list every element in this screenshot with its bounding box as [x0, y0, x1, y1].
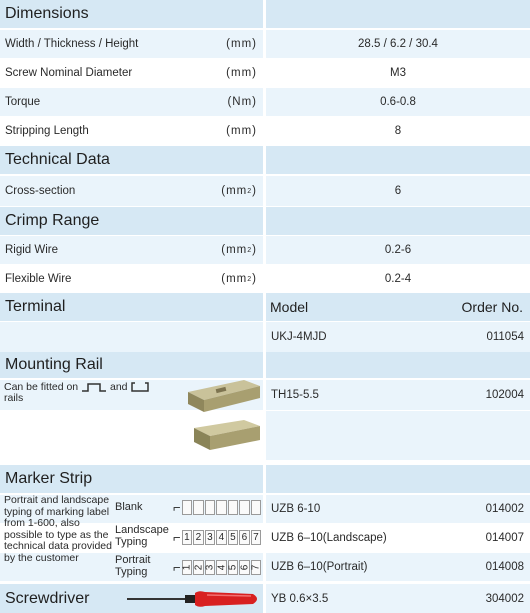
spec-unit — [190, 236, 263, 264]
rail-order: 102004 — [485, 389, 524, 401]
marker-type-landscape: Landscape Typing — [115, 524, 169, 548]
technical-header — [0, 146, 263, 174]
crimp-title: Crimp Range — [5, 212, 100, 229]
marker-title: Marker Strip — [5, 470, 93, 487]
marker-cell — [216, 500, 227, 515]
spec-value: 8 — [394, 125, 402, 137]
marker-cell — [193, 500, 204, 515]
marker-digit — [193, 560, 204, 575]
portrait-digit: 4 — [215, 564, 227, 571]
top-hat-rail-icon — [81, 382, 107, 392]
portrait-digit: 7 — [250, 564, 262, 571]
spec-value: 0.6-0.8 — [380, 96, 416, 108]
marker-cell — [205, 500, 216, 515]
marker-digit: 2 — [193, 530, 204, 545]
unit-text: (mm — [221, 185, 248, 197]
rail-description — [4, 381, 184, 409]
marker-type-portrait: Portrait Typing — [115, 554, 151, 578]
marker-digit: 4 — [216, 530, 227, 545]
rail-desc-and: and — [109, 380, 128, 393]
marker-cell — [251, 500, 262, 515]
marker-digit — [228, 560, 239, 575]
dimensions-header-right — [266, 0, 530, 28]
c-rail-icon — [130, 381, 150, 393]
spec-label: Stripping Length — [5, 125, 89, 137]
crimp-header — [0, 207, 263, 235]
unit-sup: 2 — [247, 246, 253, 254]
portrait-digit: 3 — [204, 564, 216, 571]
marker-digit — [251, 560, 262, 575]
rail-row-value-bg-2 — [266, 411, 530, 460]
marker-cell — [228, 500, 239, 515]
unit-sup: 2 — [247, 275, 253, 283]
unit-text: (mm — [221, 273, 248, 285]
spec-label: Flexible Wire — [5, 273, 72, 285]
unit-close: ) — [252, 185, 257, 197]
screwdriver-image — [125, 588, 263, 610]
spec-unit: (mm) — [226, 125, 257, 137]
din-rail-image — [186, 378, 262, 414]
marker-model: UZB 6–10(Landscape) — [271, 532, 387, 544]
marker-header-right — [266, 465, 530, 493]
rail-title: Mounting Rail — [5, 356, 103, 373]
terminal-title: Terminal — [5, 298, 66, 315]
marker-digit: 7 — [251, 530, 262, 545]
rail-header-right — [266, 352, 530, 378]
technical-title: Technical Data — [5, 151, 110, 168]
technical-header-right — [266, 146, 530, 174]
marker-description: Portrait and landscape typing of marking label from 1-600, also possible to type as the technical data provided by the customer — [4, 494, 112, 564]
marker-digit: 5 — [228, 530, 239, 545]
order-column-header: Order No. — [461, 299, 523, 315]
unit-text: (mm — [221, 244, 248, 256]
unit-close: ) — [252, 273, 257, 285]
spec-unit: (mm) — [226, 38, 257, 50]
portrait-marker-strip-image: ⌐ 1 2 3 4 5 6 7 — [173, 560, 262, 575]
marker-type-blank: Blank — [115, 501, 143, 513]
marker-digit: 6 — [239, 530, 250, 545]
screwdriver-title: Screwdriver — [5, 589, 90, 607]
portrait-digit: 1 — [181, 564, 193, 571]
terminal-model: UKJ-4MJD — [271, 331, 327, 343]
spec-value: 28.5 / 6.2 / 30.4 — [358, 38, 438, 50]
marker-digit: 3 — [205, 530, 216, 545]
marker-cell — [182, 500, 193, 515]
terminal-header — [0, 293, 263, 321]
spec-value: 6 — [394, 185, 402, 197]
screwdriver-order: 304002 — [485, 592, 524, 605]
marker-model: UZB 6-10 — [271, 503, 321, 515]
spec-value: M3 — [390, 67, 406, 79]
marker-digit — [239, 560, 250, 575]
rail-header — [0, 352, 263, 378]
marker-digit — [182, 560, 193, 575]
rail-desc-end: rails — [4, 392, 24, 405]
marker-digit: 1 — [182, 530, 193, 545]
marker-order: 014008 — [485, 561, 524, 573]
screwdriver-model: YB 0.6×3.5 — [271, 592, 329, 605]
portrait-digit: 6 — [238, 564, 250, 571]
marker-digit — [216, 560, 227, 575]
dimensions-title: Dimensions — [5, 5, 89, 22]
rail-desc-start: Can be fitted on — [4, 380, 79, 393]
terminal-row-bg — [0, 322, 263, 352]
spec-unit — [190, 265, 263, 293]
dimensions-header — [0, 0, 263, 28]
portrait-digit: 5 — [227, 564, 239, 571]
spec-label: Cross-section — [5, 185, 76, 197]
landscape-marker-strip-image: ⌐ 1 2 3 4 5 6 7 — [173, 530, 262, 545]
spec-value: 0.2-4 — [384, 273, 412, 285]
unit-close: ) — [252, 244, 257, 256]
blank-marker-strip-image: ⌐ — [173, 500, 262, 515]
marker-order: 014007 — [485, 532, 524, 544]
marker-order: 014002 — [485, 503, 524, 515]
marker-header — [0, 465, 263, 493]
model-column-header: Model — [270, 299, 309, 315]
spec-label: Rigid Wire — [5, 244, 59, 256]
marker-cell — [239, 500, 250, 515]
marker-model: UZB 6–10(Portrait) — [271, 561, 368, 573]
rail-model: TH15-5.5 — [271, 389, 319, 401]
c-rail-image — [192, 418, 262, 452]
terminal-order: 011054 — [486, 331, 524, 343]
spec-value: 0.2-6 — [384, 244, 412, 256]
spec-label: Screw Nominal Diameter — [5, 67, 133, 79]
marker-digit — [205, 560, 216, 575]
spec-unit: (mm) — [226, 67, 257, 79]
crimp-header-right — [266, 207, 530, 235]
unit-sup: 2 — [247, 187, 253, 195]
spec-label: Width / Thickness / Height — [5, 38, 139, 50]
portrait-digit: 2 — [192, 564, 204, 571]
spec-unit — [190, 176, 263, 206]
spec-unit: (Nm) — [227, 96, 257, 108]
spec-label: Torque — [5, 96, 41, 108]
